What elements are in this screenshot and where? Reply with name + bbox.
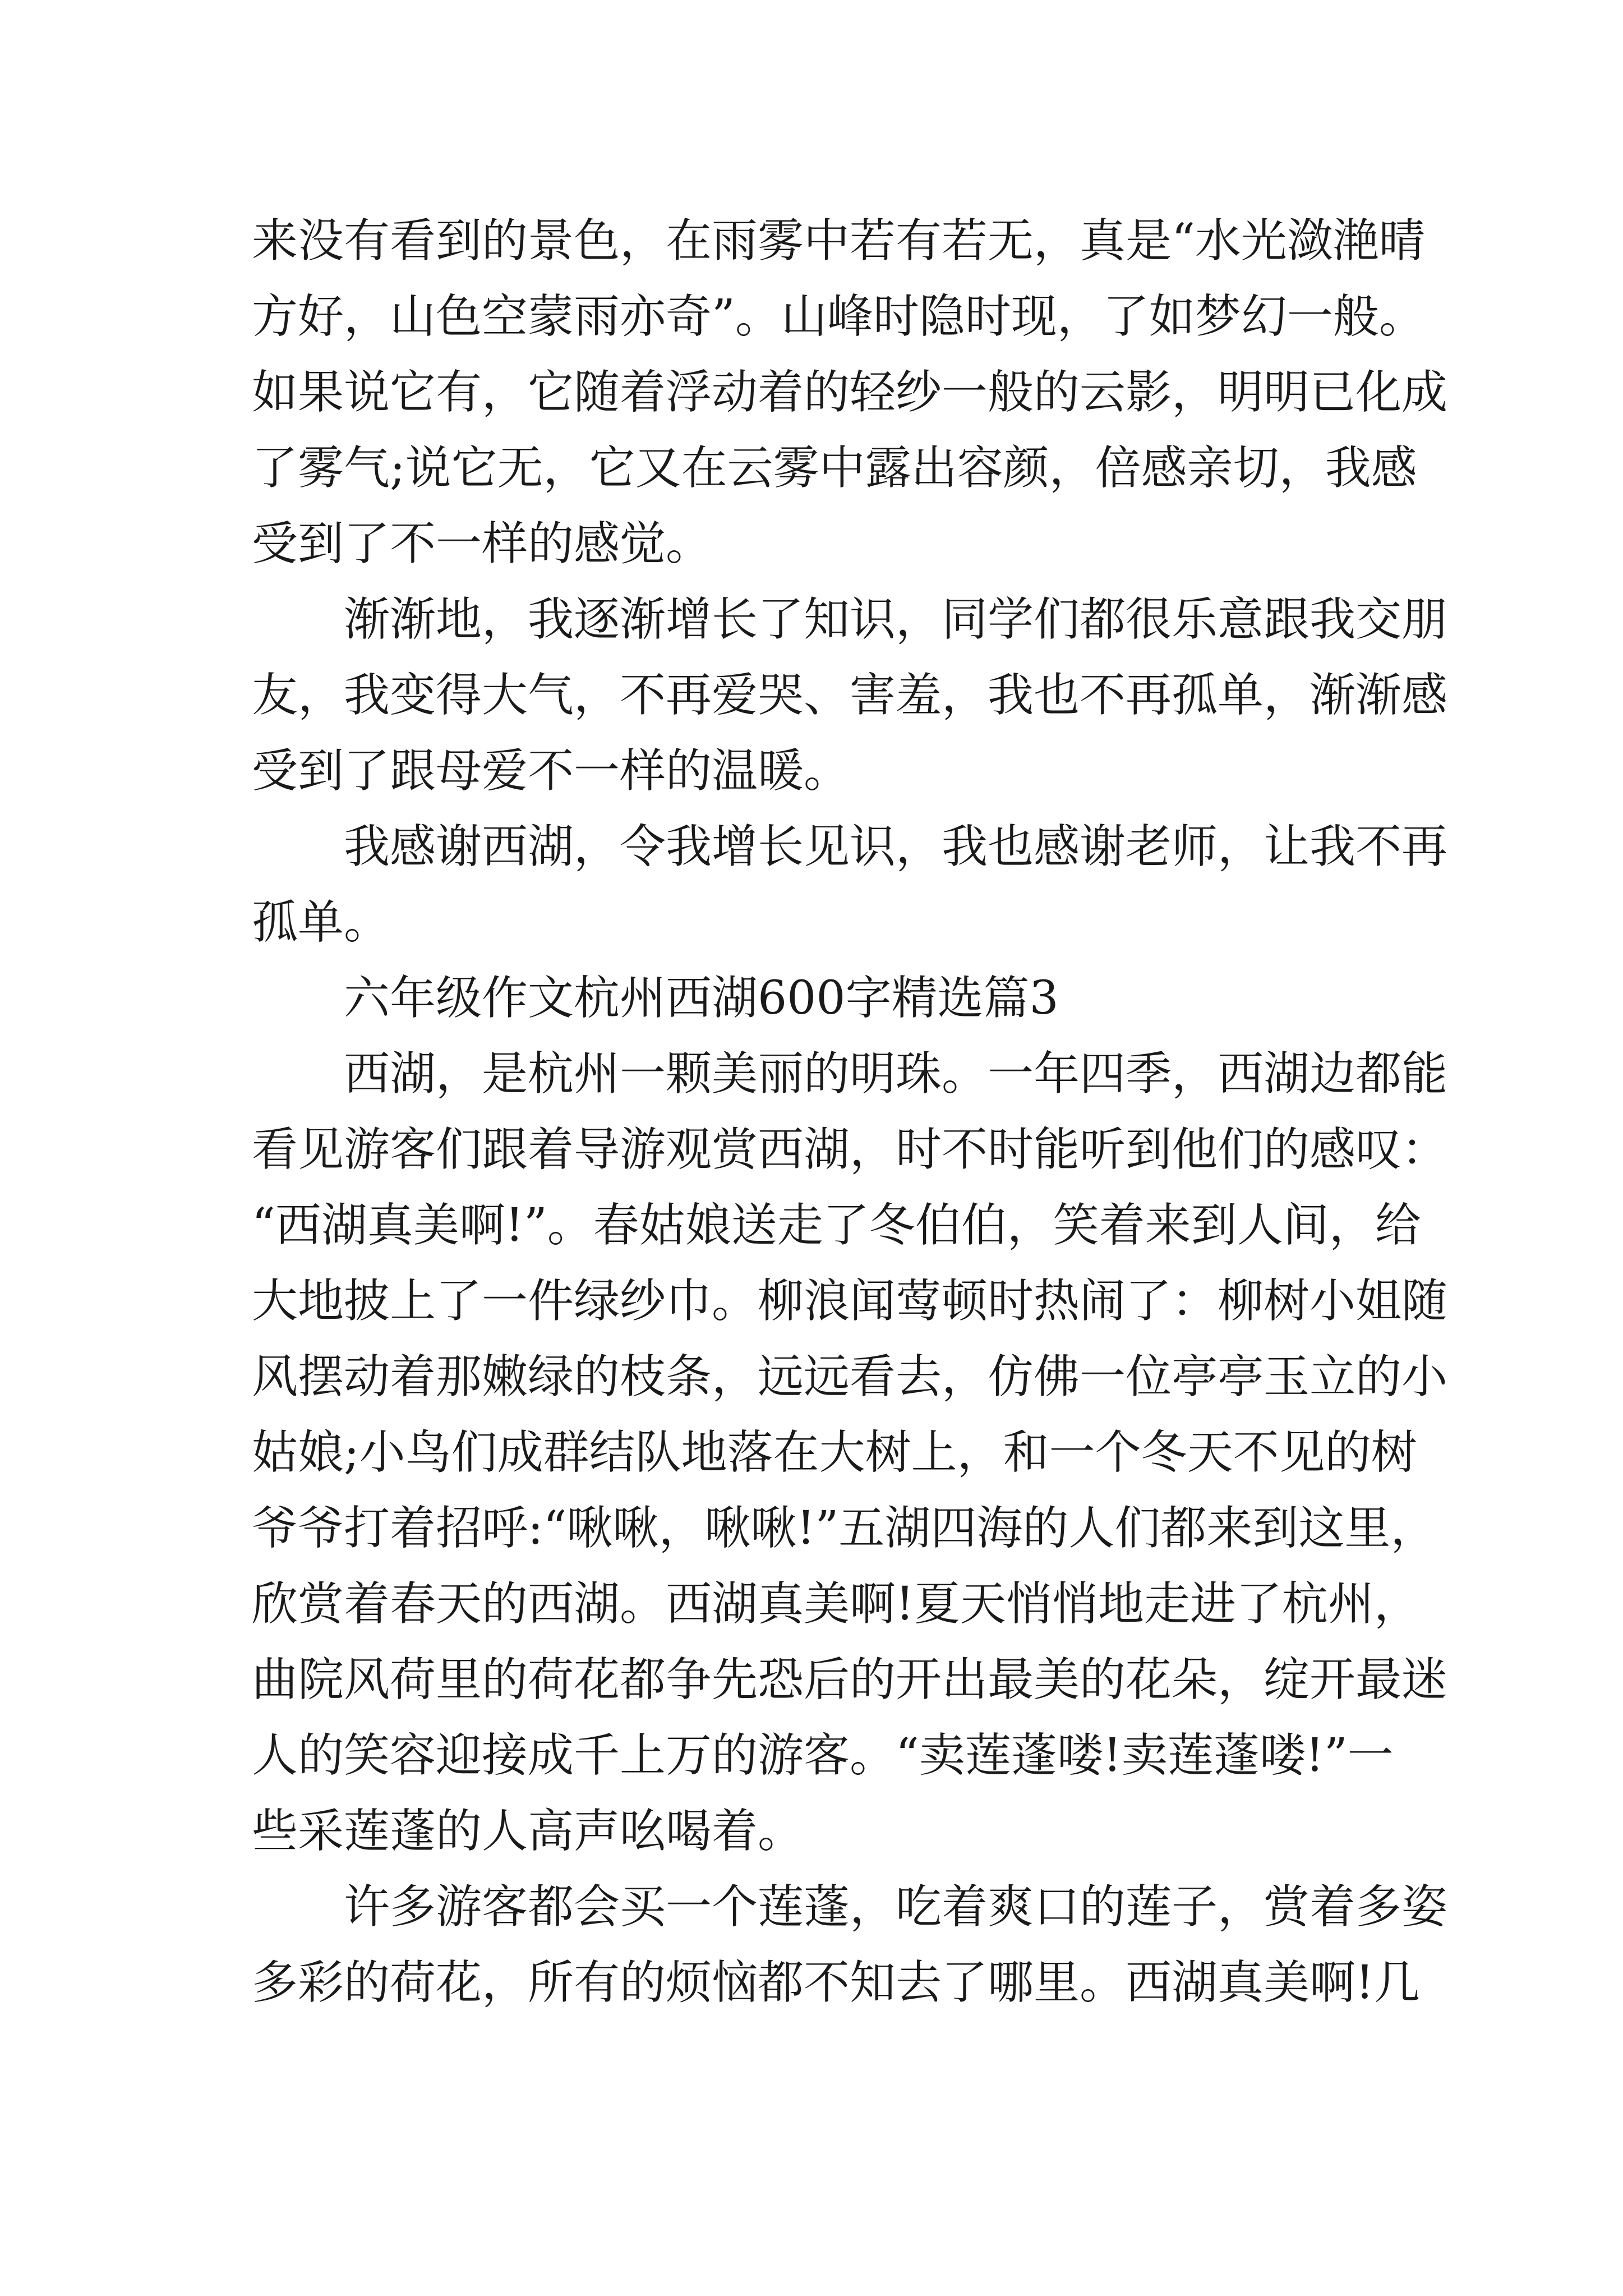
- text-line: 爷爷打着招呼:“啾啾，啾啾!”五湖四海的人们都来到这里，: [252, 1502, 1437, 1555]
- text-line: 风摆动着那嫩绿的枝条，远远看去，仿佛一位亭亭玉立的小: [252, 1350, 1448, 1404]
- text-line: 来没有看到的景色，在雨雾中若有若无，真是“水光潋滟晴: [252, 214, 1425, 268]
- text-line: 多彩的荷花，所有的烦恼都不知去了哪里。西湖真美啊!几: [252, 1956, 1420, 2009]
- text-line: 方好，山色空蒙雨亦奇”。山峰时隐时现，了如梦幻一般。: [252, 290, 1425, 343]
- text-line: 曲院风荷里的荷花都争先恐后的开出最美的花朵，绽开最迷: [252, 1653, 1448, 1706]
- text-line: 姑娘;小鸟们成群结队地落在大树上，和一个冬天不见的树: [252, 1426, 1417, 1479]
- document-text-body: [252, 203, 1448, 2021]
- text-line: 了雾气;说它无，它又在云雾中露出容颜，倍感亲切，我感: [252, 441, 1417, 495]
- text-line: 许多游客都会买一个莲蓬，吃着爽口的莲子，赏着多姿: [344, 1880, 1448, 1934]
- text-line: 些采莲蓬的人高声吆喝着。: [252, 1805, 804, 1858]
- text-line: 人的笑容迎接成千上万的游客。“卖莲蓬喽!卖莲蓬喽!”一: [252, 1729, 1394, 1782]
- text-line: 孤单。: [252, 896, 390, 949]
- text-line: 看见游客们跟着导游观赏西湖，时不时能听到他们的感叹：: [252, 1123, 1448, 1176]
- text-line: 我感谢西湖，令我增长见识，我也感谢老师，让我不再: [344, 820, 1448, 873]
- text-line: 六年级作文杭州西湖600字精选篇3: [344, 972, 1059, 1025]
- text-line: 友，我变得大气，不再爱哭、害羞，我也不再孤单，渐渐感: [252, 669, 1448, 722]
- text-line: 欣赏着春天的西湖。西湖真美啊!夏天悄悄地走进了杭州，: [252, 1577, 1420, 1631]
- text-line: 受到了不一样的感觉。: [252, 517, 712, 570]
- text-line: 受到了跟母爱不一样的温暖。: [252, 744, 850, 798]
- text-line: 渐渐地，我逐渐增长了知识，同学们都很乐意跟我交朋: [344, 593, 1448, 646]
- text-line: 大地披上了一件绿纱巾。柳浪闻莺顿时热闹了：柳树小姐随: [252, 1274, 1448, 1328]
- text-line: 如果说它有，它随着浮动着的轻纱一般的云影，明明已化成: [252, 366, 1448, 419]
- text-line: “西湖真美啊!”。春姑娘送走了冬伯伯，笑着来到人间，给: [252, 1199, 1421, 1252]
- text-line: 西湖，是杭州一颗美丽的明珠。一年四季，西湖边都能: [344, 1047, 1448, 1101]
